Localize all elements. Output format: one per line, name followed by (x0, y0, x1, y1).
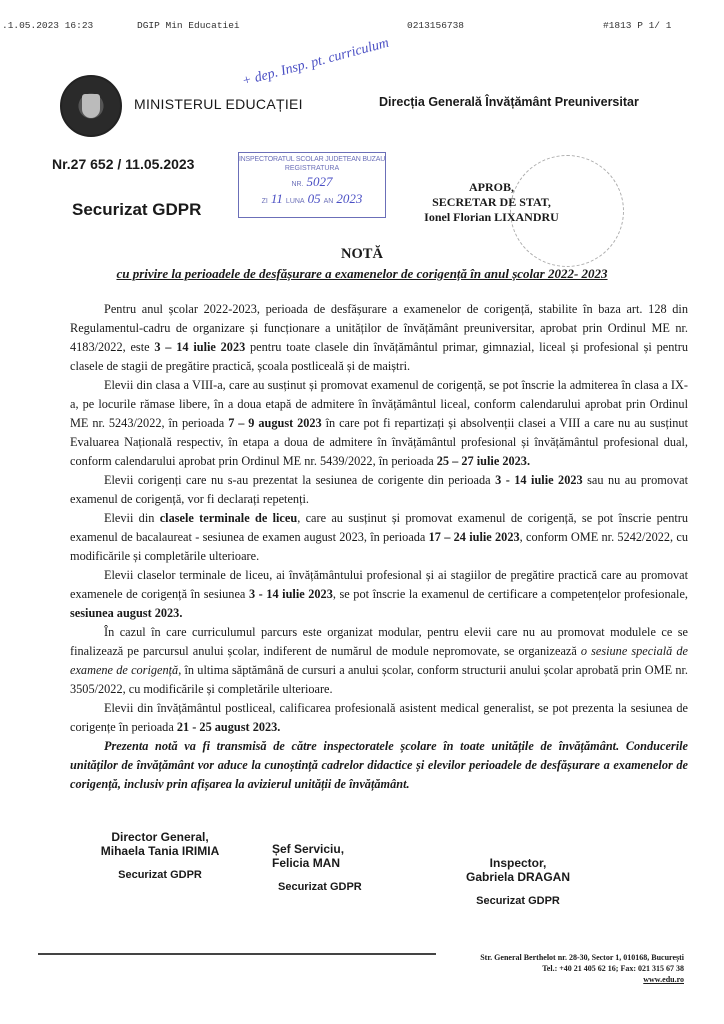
footer-website[interactable]: www.edu.ro (643, 975, 684, 984)
paragraph-text: 7 – 9 august 2023 (228, 416, 322, 430)
paragraph-text: 17 – 24 iulie 2023 (428, 530, 520, 544)
paragraph-text: Elevii claselor terminale de liceu, ai învățământului profesional și ai stagiilor de pregătire practică care au promovat examenele de corigență în sesiunea (70, 568, 688, 601)
body-paragraph (70, 623, 688, 699)
signature-name: Felicia MAN (272, 856, 341, 870)
signature-gdpr: Securizat GDPR (278, 881, 362, 893)
paragraph-text: 3 - 14 iulie 2023 (248, 587, 333, 601)
body-paragraph (70, 737, 688, 794)
paragraph-text: Elevii din (104, 511, 160, 525)
paragraph-text: 3 - 14 iulie 2023 (495, 473, 583, 487)
stamp-zi-label: ZI (261, 198, 268, 205)
stamp-subtitle: REGISTRATURA (284, 165, 340, 172)
registration-stamp (238, 152, 386, 218)
stamp-an: 2023 (336, 191, 363, 206)
fax-sender: DGIP Min Educatiei (137, 20, 240, 31)
body-paragraph (70, 376, 688, 471)
paragraph-text: , care au susținut și promovat examenul de corigență, se pot înscrie pentru examenul de bacalaureat - sesiunea de examen august 2023, în perioada (70, 511, 689, 544)
approval-label: APROB, (469, 180, 514, 194)
footer-address: Str. General Berthelot nr. 28-30, Sector 1, 010168, București (480, 953, 684, 962)
ministry-name: MINISTERUL EDUCAȚIEI (134, 96, 303, 112)
paragraph-text: sau nu au promovat examenul de corigență, vor fi declarați repetenți. (70, 473, 688, 506)
approval-role: SECRETAR DE STAT, (432, 195, 551, 209)
stamp-nr: 5027 (306, 174, 333, 189)
stamp-luna: 05 (307, 191, 321, 206)
fax-page: #1813 P 1/ 1 (603, 20, 672, 31)
paragraph-text: 21 - 25 august 2023. (176, 720, 281, 734)
paragraph-text: , conform OME nr. 5242/2022, cu modificările și completările ulterioare. (70, 530, 688, 563)
document-subtitle: cu privire la perioadele de desfășurare a examenelor de corigență în anul școlar 2022- 2023 (116, 266, 608, 281)
signature-name: Gabriela DRAGAN (465, 870, 571, 884)
body-paragraph (70, 699, 688, 737)
document-title: NOTĂ (341, 246, 383, 262)
signature-sef-serviciu (272, 842, 392, 894)
signature-gdpr: Securizat GDPR (118, 869, 202, 881)
stamp-title: INSPECTORATUL SCOLAR JUDETEAN BUZAU (238, 156, 386, 163)
paragraph-text: Pentru anul școlar 2022-2023, perioada de desfășurare a examenelor de corigență, stabilite în baza art. 128 din Regulamentul-cadru de organizare și funcționare a unităților de învățământ preuniversitar, aprobat prin Ordinul ME nr. 4183/2022, este (70, 302, 688, 354)
stamp-an-label: AN (323, 198, 334, 205)
paragraph-text: , se pot înscrie la examenul de certificare a competențelor profesionale, (332, 587, 688, 601)
body-paragraph (70, 509, 688, 566)
paragraph-text: în care pot fi repartizați și absolvenții clasei a VIII a care nu au susținut Evaluarea Națională respectiv, în etapa a doua de admitere în învățământul profesional și învățământul profesional dual, conform calendarului aprobat prin Ordinul ME nr. 5439/2022, în perioada (70, 416, 688, 468)
body-paragraph (70, 300, 688, 376)
signature-director (85, 830, 235, 882)
document-body (70, 300, 688, 794)
signature-role: Șef Serviciu, (272, 842, 345, 856)
signature-name: Mihaela Tania IRIMIA (100, 844, 220, 858)
stamp-luna-label: LUNA (285, 198, 305, 205)
signature-inspector (448, 856, 588, 908)
footer-divider (38, 953, 436, 955)
paragraph-text: , în ultima săptămână de cursuri a anului școlar, conform structurii anului școlar aprobată prin OME nr. 3505/2022, cu modificările și completările ulterioare. (70, 663, 688, 696)
paragraph-text: Prezenta notă va fi transmisă de către inspectoratele școlare în toate unitățile de învățământ. Conducerile unităților de învățământ vor aduce la cunoștință cadrelor didactice și elevilor perioadele de desfășurare a examenelor de corigență, inclusiv prin afișarea la avizierul unității de învățământ. (70, 739, 688, 791)
signature-role: Director General, (111, 830, 209, 844)
body-paragraph (70, 566, 688, 623)
paragraph-text: pentru toate clasele din învățământul primar, gimnazial, liceal și profesional și pentru clasele de stagii de pregătire practică, școala postliceală și de maiștri. (70, 340, 689, 373)
approval-block (409, 180, 574, 225)
footer-contact: Tel.: +40 21 405 62 16; Fax: 021 315 67 38 (542, 964, 684, 973)
paragraph-text: 25 – 27 iulie 2023. (436, 454, 531, 468)
gdpr-redaction: Securizat GDPR (72, 200, 202, 219)
approval-name: Ionel Florian LIXANDRU (424, 210, 559, 224)
coat-of-arms-logo (60, 75, 122, 137)
paragraph-text: 3 – 14 iulie 2023 (154, 340, 246, 354)
footer-address-block (480, 952, 684, 985)
paragraph-text: În cazul în care curriculumul parcurs este organizat modular, pentru elevii care nu au promovat modulele ce se finalizează pe parcursul anului școlar, indiferent de numărul de module nepromovate, se organizează (70, 625, 688, 658)
stamp-zi: 11 (270, 191, 283, 206)
stamp-nr-label: NR. (291, 181, 304, 188)
paragraph-text: o sesiune specială de examene de corigență (70, 644, 688, 677)
document-number: Nr.27 652 / 11.05.2023 (52, 156, 195, 172)
paragraph-text: Elevii din învățământul postliceal, calificarea profesională asistent medical generalist, se pot prezenta la sesiunea de corigențe în perioada (70, 701, 688, 734)
paragraph-text: Elevii din clasa a VIII-a, care au susținut și promovat examenul de corigență, se pot înscrie la admiterea în clasa a IX-a, pe locurile rămase libere, în a doua etapă de admitere în învățământul liceal, conform calendarului aprobat prin Ordinul ME nr. 5243/2022, în perioada (70, 378, 688, 430)
fax-phone: 0213156738 (407, 20, 465, 31)
signature-role: Inspector, (489, 856, 547, 870)
body-paragraph (70, 471, 688, 509)
paragraph-text: clasele terminale de liceu (159, 511, 298, 525)
directorate-name: Direcția Generală Învățământ Preuniversitar (379, 95, 639, 109)
handwritten-note: + dep. Insp. pt. curriculum (240, 35, 391, 90)
paragraph-text: sesiunea august 2023. (70, 606, 183, 620)
paragraph-text: Elevii corigenți care nu s-au prezentat la sesiunea de corigente din perioada (104, 473, 496, 487)
signature-gdpr: Securizat GDPR (476, 895, 560, 907)
fax-datetime: .1.05.2023 16:23 (2, 20, 94, 31)
